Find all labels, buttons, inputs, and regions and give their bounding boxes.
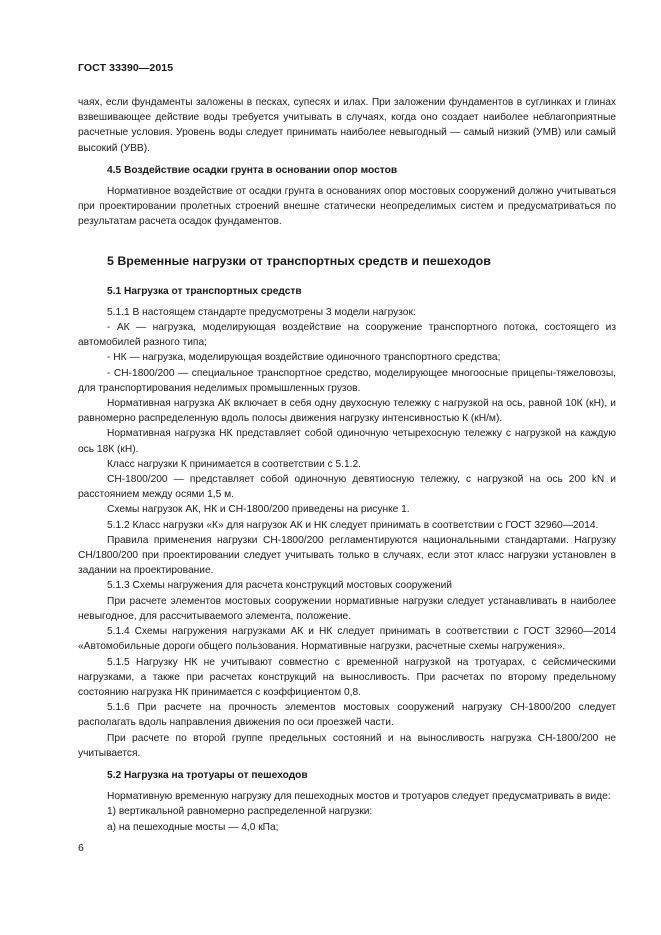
paragraph: 5.1.3 Схемы нагружения для расчета конструкций мостовых сооружений [107,580,452,592]
paragraph: 5.1.6 При расчете на прочность элементов мостовых сооружений нагрузку СН-1800/200 следует располагать вдоль направления движения по оси проезжей части. [78,702,616,729]
page-number: 6 [78,842,84,854]
paragraph: Нормативная нагрузка АК включает в себя одну двухосную тележку с нагрузкой на ось, равной 10К (кН), и равномерно распределенную вдоль полосы движения нагрузку интенсивностью К (кН/м). [78,398,616,425]
paragraph: Нормативная нагрузка НК представляет собой одиночную четырехосную тележку с нагрузкой на каждую ось 18К (кН). [78,428,616,455]
paragraph: При расчете элементов мостовых сооружении нормативные нагрузки следует устанавливать в наиболее невыгодное, для рассчитываемого элемента, положение. [78,595,616,622]
paragraph: чаях, если фундаменты заложены в песках, супесях и илах. При заложении фундаментов в суглинках и глинах взвешивающее действие воды требуется учитывать в случаях, когда оно создает наиболее неблагоприятные расчетные условия. Уровень воды следует принимать наиболее невыгодный — самый низкий (УМВ) или самый высокий (УВВ). [78,97,616,154]
list-item: - СН-1800/200 — специальное транспортное средство, моделирующее многоосные прицепы-тяжеловозы, для транспортирования неделимых промышленных грузов. [78,367,616,394]
chapter-heading: 5 Временные нагрузки от транспортных средств и пешеходов [107,253,491,268]
paragraph: 5.1.5 Нагрузку НК не учитывают совместно с временной нагрузкой на тротуарах, с сейсмическими нагрузками, а также при расчетах конструкций на выносливость. При расчетах по второму предельному состоянию нагрузка НК принимается с коэффициентом 0,8. [78,656,616,698]
paragraph: При расчете по второй группе предельных состояний и на выносливость нагрузка СН-1800/200 не учитывается. [78,732,616,759]
paragraph: СН-1800/200 — представляет собой одиночную девятиосную тележку, с нагрузкой на ось 200 kN и расстоянием между осями 1,5 м. [78,474,616,501]
paragraph: 5.1.1 В настоящем стандарте предусмотрены 3 модели нагрузок: [107,306,416,318]
section-heading: 5.2 Нагрузка на тротуары от пешеходов [107,769,308,781]
section-heading: 5.1 Нагрузка от транспортных средств [107,285,302,297]
section-heading: 4.5 Воздействие осадки грунта в основании опор мостов [107,164,398,176]
paragraph: Правила применения нагрузки СН-1800/200 регламентируются национальными стандартами. Нагрузку СН/1800/200 при проектировании следует учитывать только в случаях, если этот класс нагрузки установлен в задании на проектирование. [78,534,616,577]
list-item: 1) вертикальной равномерно распределенной нагрузки: [107,806,373,818]
list-item: - АК — нагрузка, моделирующая воздействие на сооружение транспортного потока, состоящего из автомобилей разного типа; [78,322,616,349]
document-body [78,95,616,835]
paragraph: Нормативную временную нагрузку для пешеходных мостов и тротуаров следует предусматривать в виде: [107,791,611,803]
paragraph: Схемы нагрузок АК, НК и СН-1800/200 приведены на рисунке 1. [107,504,410,516]
list-item: а) на пешеходные мосты — 4,0 кПа; [107,821,279,833]
paragraph: 5.1.2 Класс нагрузки «К» для нагрузок АК и НК следует принимать в соответствии с ГОСТ 32960—2014. [107,519,599,531]
document-header: ГОСТ 33390—2015 [78,62,174,74]
paragraph: 5.1.4 Схемы нагружения нагрузками АК и НК следует принимать в соответствии с ГОСТ 32960—2014 «Автомобильные дороги общего пользования. Нормативные нагрузки, расчетные схемы нагружения». [78,626,616,653]
paragraph: Нормативное воздействие от осадки грунта в основаниях опор мостовых сооружений должно учитываться при проектировании пролетных строений внешне статически неопределимых систем и предусматриваться по результатам расчета осадок фундаментов. [78,186,616,228]
paragraph: Класс нагрузки К принимается в соответствии с 5.1.2. [107,458,362,470]
list-item: - НК — нагрузка, моделирующая воздействие одиночного транспортного средства; [107,352,501,364]
